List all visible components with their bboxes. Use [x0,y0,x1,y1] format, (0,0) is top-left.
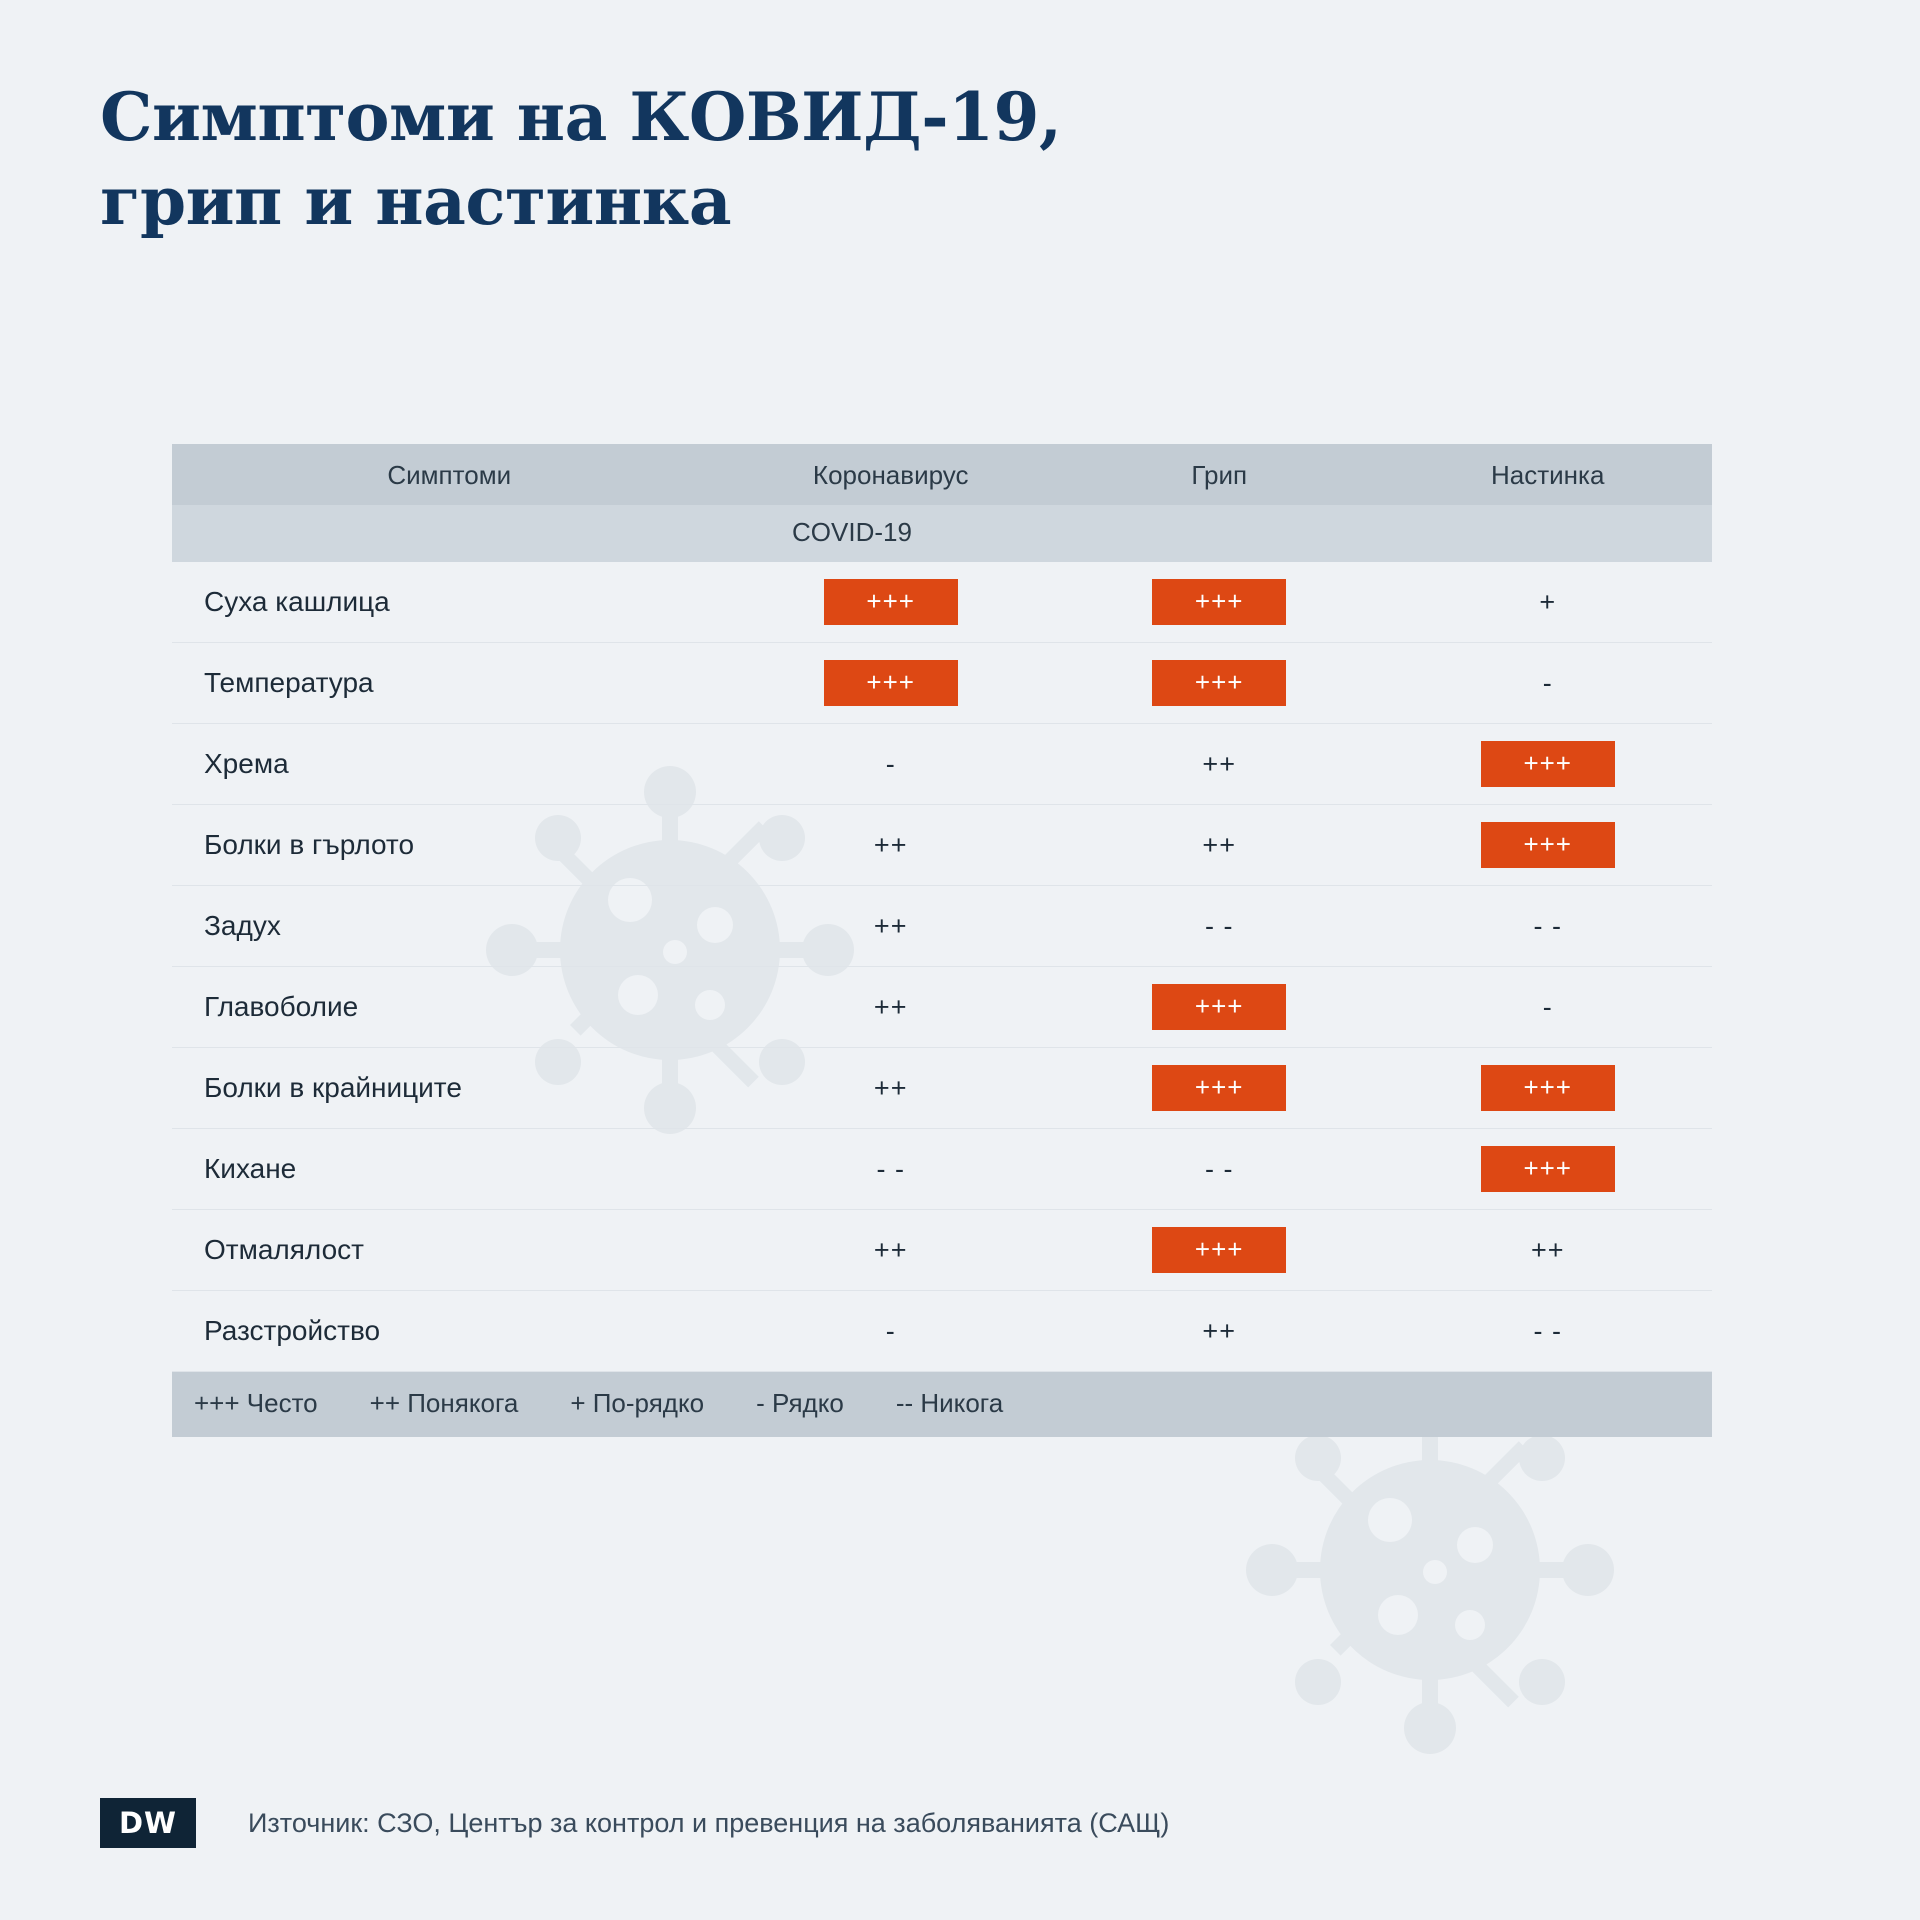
severity-badge: +++ [1152,984,1286,1030]
severity-cell [726,1129,1055,1210]
severity-cell [1383,643,1712,724]
severity-value: ++ [1202,748,1236,779]
severity-value: - - [876,1153,905,1184]
severity-value: - [1542,991,1553,1022]
severity-cell [1055,724,1384,805]
symptom-name: Суха кашлица [172,562,726,643]
severity-cell [726,1048,1055,1129]
column-header-cold: Настинка [1383,444,1712,505]
severity-cell [1055,562,1384,643]
severity-badge: +++ [1152,1065,1286,1111]
severity-cell [1383,1129,1712,1210]
severity-badge: +++ [1152,660,1286,706]
severity-value: - [1542,667,1553,698]
severity-cell [1383,805,1712,886]
severity-value: - - [1533,1315,1562,1346]
table-row [172,1210,1712,1291]
table-row [172,886,1712,967]
symptom-name: Болки в крайниците [172,1048,726,1129]
severity-cell [726,967,1055,1048]
severity-cell [726,643,1055,724]
symptom-name: Отмалялост [172,1210,726,1291]
severity-cell [1383,1048,1712,1129]
table-row [172,643,1712,724]
severity-badge: +++ [824,579,958,625]
legend-item: -- Никога [895,1388,1004,1418]
severity-value: - - [1204,910,1234,941]
severity-cell [1383,886,1712,967]
severity-value: - [885,748,896,779]
severity-value: ++ [873,991,908,1022]
severity-badge: +++ [824,660,958,706]
symptom-name: Разстройство [172,1291,726,1372]
severity-cell [726,1291,1055,1372]
severity-badge: +++ [1481,1146,1615,1192]
symptom-name: Главоболие [172,967,726,1048]
severity-value: - [885,1315,896,1346]
column-header-symptoms: Симптоми [172,444,726,505]
page-title: Симптоми на КОВИД-19, грип и настинка [100,78,1062,241]
symptom-name: Хрема [172,724,726,805]
footer [100,1798,1169,1848]
legend-item: + По-рядко [570,1388,705,1418]
table-row [172,1291,1712,1372]
legend-item: +++ Често [194,1388,318,1418]
table-row [172,562,1712,643]
dw-logo: DW [100,1798,196,1848]
legend-item: - Рядко [756,1388,844,1418]
severity-cell [1055,643,1384,724]
table-row [172,805,1712,886]
severity-cell [1055,1210,1384,1291]
table-row [172,724,1712,805]
legend-item: ++ Понякога [369,1388,519,1418]
legend [172,1388,1712,1419]
severity-cell [1055,886,1384,967]
severity-value: ++ [1202,1315,1236,1346]
severity-cell [726,724,1055,805]
severity-cell [1055,1291,1384,1372]
severity-value: ++ [1530,1234,1565,1265]
severity-cell [1055,1048,1384,1129]
severity-badge: +++ [1152,1227,1286,1273]
severity-cell [1383,1210,1712,1291]
severity-badge: +++ [1481,741,1615,787]
severity-cell [1055,967,1384,1048]
symptoms-table [172,444,1712,1437]
severity-cell [1383,562,1712,643]
table-header-row [172,444,1712,505]
severity-cell [1055,1129,1384,1210]
symptom-name: Температура [172,643,726,724]
symptom-name: Задух [172,886,726,967]
severity-value: ++ [873,1072,908,1103]
table-row [172,1048,1712,1129]
severity-value: + [1539,586,1557,617]
severity-cell [1055,805,1384,886]
severity-value: ++ [873,910,908,941]
severity-cell [726,886,1055,967]
table-body [172,562,1712,1372]
subheader-covid19: COVID-19 [172,505,1712,562]
legend-row [172,1372,1712,1438]
severity-cell [1383,1291,1712,1372]
severity-badge: +++ [1481,1065,1615,1111]
table-row [172,967,1712,1048]
column-header-flu: Грип [1055,444,1384,505]
severity-value: - - [1204,1153,1234,1184]
severity-cell [726,562,1055,643]
symptom-name: Кихане [172,1129,726,1210]
severity-badge: +++ [1152,579,1286,625]
symptom-name: Болки в гърлото [172,805,726,886]
severity-cell [726,805,1055,886]
severity-value: ++ [873,829,908,860]
severity-cell [726,1210,1055,1291]
source-note: Източник: СЗО, Център за контрол и превенция на заболяванията (САЩ) [248,1807,1170,1838]
severity-badge: +++ [1481,822,1615,868]
severity-value: - - [1533,910,1562,941]
severity-value: ++ [1202,829,1236,860]
severity-cell [1383,724,1712,805]
column-header-coronavirus: Коронавирус [726,444,1055,505]
severity-value: ++ [873,1234,908,1265]
table-subheader-row [172,505,1712,562]
table-row [172,1129,1712,1210]
symptoms-table-container [172,444,1712,1437]
severity-cell [1383,967,1712,1048]
